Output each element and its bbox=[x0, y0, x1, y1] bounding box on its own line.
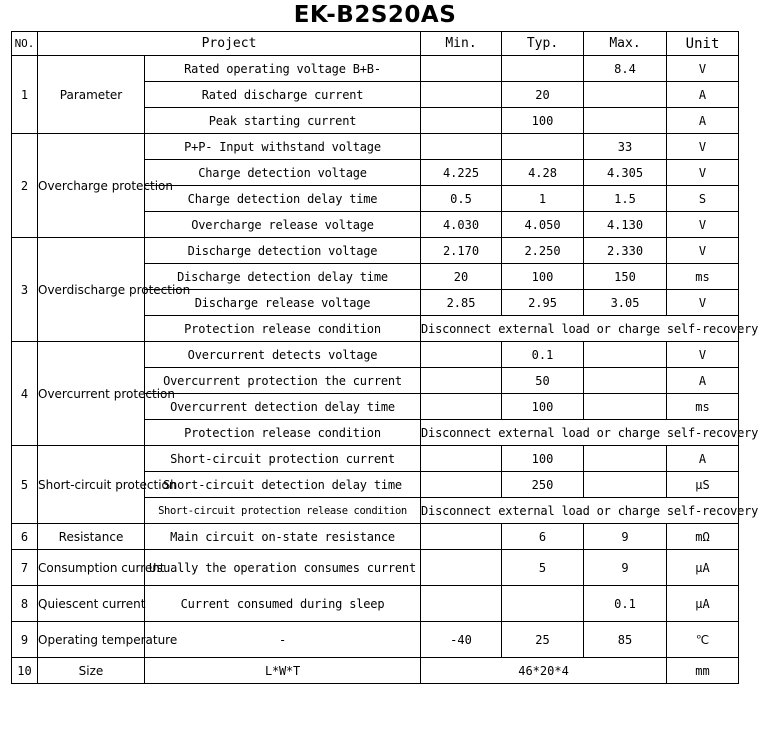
item-label: Discharge detection delay time bbox=[145, 264, 421, 290]
min-value bbox=[421, 524, 502, 550]
max-value: 33 bbox=[584, 134, 667, 160]
item-label: Short-circuit protection release condition bbox=[145, 498, 421, 524]
max-value bbox=[584, 368, 667, 394]
max-value: 1.5 bbox=[584, 186, 667, 212]
max-value: 2.330 bbox=[584, 238, 667, 264]
item-label: P+P- Input withstand voltage bbox=[145, 134, 421, 160]
spec-table bbox=[11, 31, 758, 684]
typ-value: 2.95 bbox=[502, 290, 584, 316]
min-value: 2.85 bbox=[421, 290, 502, 316]
item-label: Rated operating voltage B+B- bbox=[145, 56, 421, 82]
group-number: 5 bbox=[12, 446, 38, 524]
unit-value: mm bbox=[667, 658, 739, 684]
header-typ: Typ. bbox=[502, 32, 584, 56]
item-label: Protection release condition bbox=[145, 316, 421, 342]
max-value: 150 bbox=[584, 264, 667, 290]
unit-value: V bbox=[667, 290, 739, 316]
item-label: Peak starting current bbox=[145, 108, 421, 134]
item-label: Overcurrent detection delay time bbox=[145, 394, 421, 420]
max-value bbox=[584, 446, 667, 472]
table-row bbox=[12, 56, 739, 82]
item-label: Rated discharge current bbox=[145, 82, 421, 108]
typ-value bbox=[502, 134, 584, 160]
group-number: 1 bbox=[12, 56, 38, 134]
item-label: Current consumed during sleep bbox=[145, 586, 421, 622]
typ-value: 100 bbox=[502, 264, 584, 290]
unit-value: A bbox=[667, 82, 739, 108]
release-condition-note: Disconnect external load or charge self-recovery bbox=[421, 420, 739, 446]
item-label: Short-circuit protection current bbox=[145, 446, 421, 472]
max-value bbox=[584, 472, 667, 498]
typ-value: 25 bbox=[502, 622, 584, 658]
typ-value bbox=[502, 56, 584, 82]
table-row bbox=[12, 658, 739, 684]
typ-value: 100 bbox=[502, 446, 584, 472]
group-number: 10 bbox=[12, 658, 38, 684]
unit-value: ms bbox=[667, 394, 739, 420]
min-value: -40 bbox=[421, 622, 502, 658]
unit-value: μA bbox=[667, 586, 739, 622]
group-number: 3 bbox=[12, 238, 38, 342]
min-value bbox=[421, 108, 502, 134]
unit-value: A bbox=[667, 368, 739, 394]
min-value bbox=[421, 586, 502, 622]
max-value: 9 bbox=[584, 550, 667, 586]
min-value bbox=[421, 134, 502, 160]
unit-value: V bbox=[667, 342, 739, 368]
item-label: Discharge detection voltage bbox=[145, 238, 421, 264]
header-no: NO. bbox=[12, 32, 38, 56]
typ-value: 100 bbox=[502, 108, 584, 134]
item-label: Short-circuit detection delay time bbox=[145, 472, 421, 498]
typ-value: 1 bbox=[502, 186, 584, 212]
unit-value: mΩ bbox=[667, 524, 739, 550]
min-value: 4.225 bbox=[421, 160, 502, 186]
min-value bbox=[421, 342, 502, 368]
typ-value: 2.250 bbox=[502, 238, 584, 264]
group-category: Consumption current bbox=[38, 550, 145, 586]
group-number: 6 bbox=[12, 524, 38, 550]
min-value bbox=[421, 368, 502, 394]
release-condition-note: Disconnect external load or charge self-recovery bbox=[421, 498, 739, 524]
release-condition-note: Disconnect external load or charge self-recovery bbox=[421, 316, 739, 342]
group-number: 7 bbox=[12, 550, 38, 586]
table-row bbox=[12, 446, 739, 472]
table-row bbox=[12, 238, 739, 264]
max-value bbox=[584, 108, 667, 134]
item-label: L*W*T bbox=[145, 658, 421, 684]
item-label: Charge detection delay time bbox=[145, 186, 421, 212]
max-value bbox=[584, 394, 667, 420]
max-value: 4.305 bbox=[584, 160, 667, 186]
unit-value: V bbox=[667, 160, 739, 186]
table-row bbox=[12, 524, 739, 550]
table-row bbox=[12, 586, 739, 622]
typ-value: 100 bbox=[502, 394, 584, 420]
typ-value bbox=[502, 586, 584, 622]
group-number: 2 bbox=[12, 134, 38, 238]
min-value bbox=[421, 82, 502, 108]
min-value bbox=[421, 446, 502, 472]
max-value: 0.1 bbox=[584, 586, 667, 622]
typ-value: 6 bbox=[502, 524, 584, 550]
group-category: Overcharge protection bbox=[38, 134, 145, 238]
table-row bbox=[12, 342, 739, 368]
group-category: Overdischarge protection bbox=[38, 238, 145, 342]
item-label: Overcurrent detects voltage bbox=[145, 342, 421, 368]
typ-value: 4.050 bbox=[502, 212, 584, 238]
item-label: Discharge release voltage bbox=[145, 290, 421, 316]
group-number: 9 bbox=[12, 622, 38, 658]
header-row bbox=[12, 32, 739, 56]
header-min: Min. bbox=[421, 32, 502, 56]
unit-value: V bbox=[667, 212, 739, 238]
unit-value: A bbox=[667, 108, 739, 134]
typ-value: 4.28 bbox=[502, 160, 584, 186]
max-value: 8.4 bbox=[584, 56, 667, 82]
group-category: Quiescent current bbox=[38, 586, 145, 622]
group-number: 4 bbox=[12, 342, 38, 446]
item-label: Overcurrent protection the current bbox=[145, 368, 421, 394]
min-value: 2.170 bbox=[421, 238, 502, 264]
table-row bbox=[12, 134, 739, 160]
max-value: 85 bbox=[584, 622, 667, 658]
min-value: 4.030 bbox=[421, 212, 502, 238]
unit-value: μA bbox=[667, 550, 739, 586]
min-value: 20 bbox=[421, 264, 502, 290]
typ-value: 20 bbox=[502, 82, 584, 108]
table-row bbox=[12, 550, 739, 586]
item-label: Usually the operation consumes current bbox=[145, 550, 421, 586]
item-label: Main circuit on-state resistance bbox=[145, 524, 421, 550]
min-value bbox=[421, 472, 502, 498]
min-value bbox=[421, 56, 502, 82]
min-value bbox=[421, 394, 502, 420]
min-value bbox=[421, 550, 502, 586]
item-label: Overcharge release voltage bbox=[145, 212, 421, 238]
unit-value: ℃ bbox=[667, 622, 739, 658]
typ-value: 50 bbox=[502, 368, 584, 394]
table-row bbox=[12, 622, 739, 658]
header-unit: Unit bbox=[667, 32, 739, 56]
unit-value: S bbox=[667, 186, 739, 212]
header-max: Max. bbox=[584, 32, 667, 56]
document-title: EK-B2S20AS bbox=[293, 2, 457, 28]
unit-value: ms bbox=[667, 264, 739, 290]
max-value bbox=[584, 82, 667, 108]
header-project: Project bbox=[38, 32, 421, 56]
max-value: 3.05 bbox=[584, 290, 667, 316]
max-value: 4.130 bbox=[584, 212, 667, 238]
unit-value: V bbox=[667, 134, 739, 160]
group-category: Size bbox=[38, 658, 145, 684]
item-label: - bbox=[145, 622, 421, 658]
unit-value: V bbox=[667, 56, 739, 82]
unit-value: μS bbox=[667, 472, 739, 498]
group-category: Overcurrent protection bbox=[38, 342, 145, 446]
group-category: Resistance bbox=[38, 524, 145, 550]
group-category: Short-circuit protection bbox=[38, 446, 145, 524]
unit-value: V bbox=[667, 238, 739, 264]
typ-value: 0.1 bbox=[502, 342, 584, 368]
group-number: 8 bbox=[12, 586, 38, 622]
group-category: Operating temperature bbox=[38, 622, 145, 658]
min-value: 0.5 bbox=[421, 186, 502, 212]
max-value: 9 bbox=[584, 524, 667, 550]
item-label: Protection release condition bbox=[145, 420, 421, 446]
group-category: Parameter bbox=[38, 56, 145, 134]
unit-value: A bbox=[667, 446, 739, 472]
size-value: 46*20*4 bbox=[421, 658, 667, 684]
max-value bbox=[584, 342, 667, 368]
typ-value: 5 bbox=[502, 550, 584, 586]
item-label: Charge detection voltage bbox=[145, 160, 421, 186]
typ-value: 250 bbox=[502, 472, 584, 498]
